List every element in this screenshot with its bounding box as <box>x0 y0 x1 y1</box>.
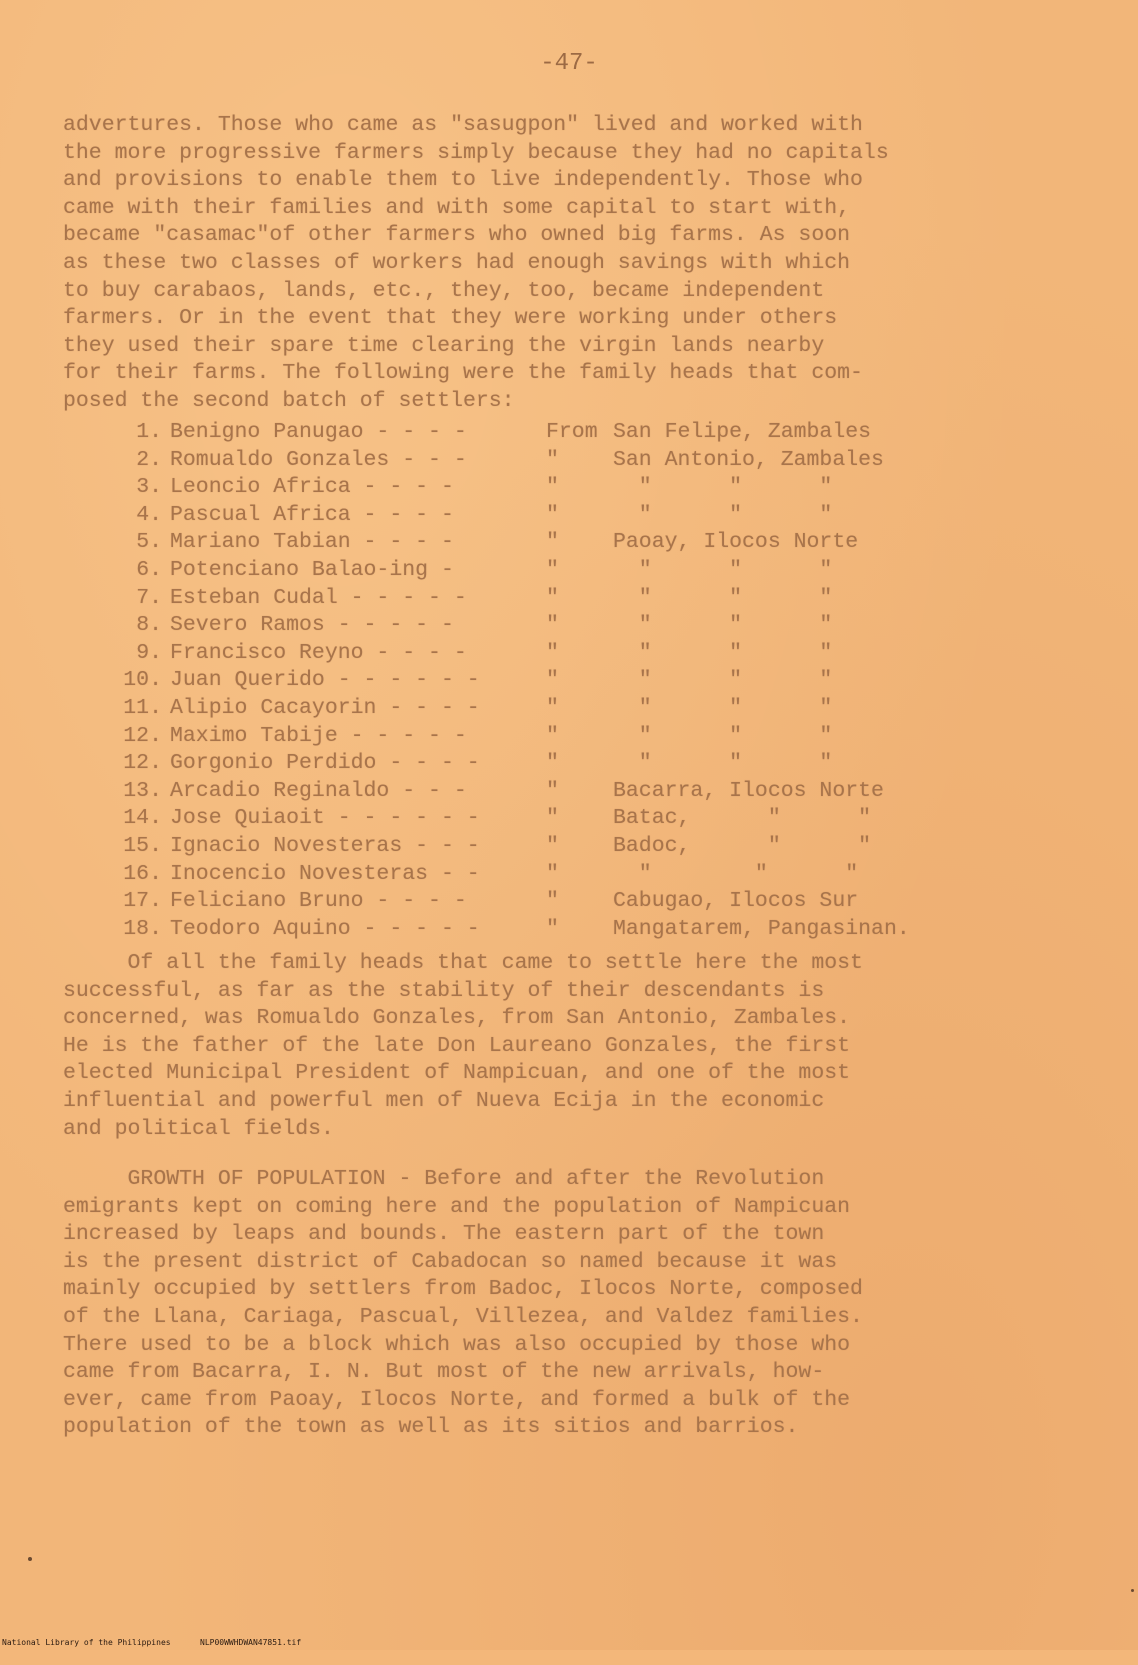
list-item <box>122 888 1022 916</box>
settler-name: Alipio Cacayorin - - - - <box>170 695 480 720</box>
list-item <box>122 502 1022 530</box>
settler-name: Pascual Africa - - - - <box>170 502 454 527</box>
text-line: Of all the family heads that came to settle here the most <box>63 951 863 975</box>
text-line: as these two classes of workers had enough savings with which <box>63 250 851 275</box>
settler-number: 12. <box>123 751 162 776</box>
text-line: concerned, was Romualdo Gonzales, from San Antonio, Zambales. <box>63 1006 851 1031</box>
settler-origin: " " " <box>613 668 833 693</box>
settler-name: Juan Querido - - - - - - <box>170 668 480 693</box>
settler-from: From <box>546 420 598 444</box>
list-item <box>122 474 1022 502</box>
settler-from: " <box>546 530 559 555</box>
text-line: came with their families and with some capital to start with, <box>63 195 851 220</box>
settler-from: " <box>546 723 559 748</box>
settler-name: Arcadio Reginaldo - - - <box>170 778 467 803</box>
settler-origin: Bacarra, Ilocos Norte <box>613 778 884 803</box>
settler-origin: San Antonio, Zambales <box>613 447 884 472</box>
text-line: to buy carabaos, lands, etc., they, too, became independent <box>63 278 825 303</box>
paper-speck <box>28 1557 32 1561</box>
settler-origin: " " " <box>613 502 833 527</box>
settler-from: " <box>546 778 559 803</box>
settler-origin: " " " <box>613 557 833 582</box>
settler-name: Severo Ramos - - - - - <box>170 613 454 638</box>
text-line: mainly occupied by settlers from Badoc, Ilocos Norte, composed <box>63 1277 863 1302</box>
text-line: they used their spare time clearing the virgin lands nearby <box>63 333 825 358</box>
settler-from: " <box>546 889 559 914</box>
settler-number: 7. <box>136 585 162 610</box>
paragraph-gonzales <box>63 950 863 1143</box>
settler-origin: " " " <box>613 723 833 748</box>
settler-number: 17. <box>123 889 162 914</box>
settler-from: " <box>546 640 559 665</box>
settler-from: " <box>546 557 559 582</box>
text-line: GROWTH OF POPULATION - Before and after the Revolution <box>63 1167 825 1191</box>
settler-number: 3. <box>136 475 162 500</box>
settler-number: 13. <box>123 778 162 803</box>
list-item <box>122 861 1022 889</box>
settler-name: Jose Quiaoit - - - - - - <box>170 806 480 831</box>
text-line: came from Bacarra, I. N. But most of the new arrivals, how- <box>63 1360 825 1385</box>
settler-number: 15. <box>123 833 162 858</box>
settler-number: 6. <box>136 557 162 582</box>
settler-number: 5. <box>136 530 162 555</box>
settler-from: " <box>546 916 559 941</box>
text-line: successful, as far as the stability of their descendants is <box>63 978 825 1003</box>
list-item <box>122 585 1022 613</box>
settler-origin: " " " <box>613 695 833 720</box>
settler-number: 10. <box>123 668 162 693</box>
settler-from: " <box>546 475 559 500</box>
settler-name: Feliciano Bruno - - - - <box>170 889 467 914</box>
settler-number: 1. <box>136 420 162 444</box>
settler-origin: " " " <box>613 861 859 886</box>
settler-origin: " " " <box>613 640 833 665</box>
settler-origin: Mangatarem, Pangasinan. <box>613 916 910 941</box>
list-item <box>122 778 1022 806</box>
settler-origin: Badoc, " " <box>613 833 872 858</box>
text-line: became "casamac"of other farmers who owned big farms. As soon <box>63 223 851 248</box>
settler-from: " <box>546 861 559 886</box>
text-line: influential and powerful men of Nueva Ecija in the economic <box>63 1088 825 1113</box>
settler-from: " <box>546 613 559 638</box>
text-line: He is the father of the late Don Laureano Gonzales, the first <box>63 1033 851 1058</box>
settler-from: " <box>546 502 559 527</box>
settler-number: 18. <box>123 916 162 941</box>
list-item <box>122 529 1022 557</box>
text-line: for their farms. The following were the family heads that com- <box>63 361 863 386</box>
settler-from: " <box>546 695 559 720</box>
list-item <box>122 447 1022 475</box>
text-line: the more progressive farmers simply because they had no capitals <box>63 140 889 165</box>
paragraph-settlers-intro <box>63 112 889 416</box>
settler-name: Benigno Panugao - - - - <box>170 420 467 444</box>
text-line: and provisions to enable them to live independently. Those who <box>63 168 863 193</box>
settler-number: 16. <box>123 861 162 886</box>
list-item <box>122 833 1022 861</box>
paragraph-growth-of-population <box>63 1166 863 1442</box>
settler-origin: San Felipe, Zambales <box>613 420 872 444</box>
settler-name: Ignacio Novesteras - - - <box>170 833 480 858</box>
settler-from: " <box>546 806 559 831</box>
settler-name: Esteban Cudal - - - - - <box>170 585 467 610</box>
page-number: -47- <box>540 50 598 77</box>
settler-from: " <box>546 751 559 776</box>
library-name: National Library of the Philippines <box>2 1638 171 1647</box>
settler-number: 12. <box>123 723 162 748</box>
list-item <box>122 667 1022 695</box>
settler-name: Maximo Tabije - - - - - <box>170 723 467 748</box>
text-line: advertures. Those who came as "sasugpon" lived and worked with <box>63 113 863 137</box>
settler-from: " <box>546 668 559 693</box>
settler-number: 11. <box>123 695 162 720</box>
file-name: NLP00WWHDWAN47851.tif <box>200 1638 302 1647</box>
archive-footer <box>0 1638 1138 1665</box>
list-item <box>122 805 1022 833</box>
settler-name: Gorgonio Perdido - - - - <box>170 751 480 776</box>
text-line: farmers. Or in the event that they were working under others <box>63 306 838 331</box>
list-item <box>122 419 1022 447</box>
settler-number: 14. <box>123 806 162 831</box>
list-item <box>122 916 1022 944</box>
settlers-list <box>122 419 1022 943</box>
text-line: population of the town as well as its sitios and barrios. <box>63 1415 799 1440</box>
text-line: emigrants kept on coming here and the population of Nampicuan <box>63 1194 851 1219</box>
settler-from: " <box>546 585 559 610</box>
settler-name: Teodoro Aquino - - - - - <box>170 916 480 941</box>
settler-name: Leoncio Africa - - - - <box>170 475 454 500</box>
list-item <box>122 695 1022 723</box>
settler-name: Inocencio Novesteras - - <box>170 861 480 886</box>
settler-origin: " " " <box>613 613 833 638</box>
list-item <box>122 612 1022 640</box>
text-line: of the Llana, Cariaga, Pascual, Villezea, and Valdez families. <box>63 1304 863 1329</box>
settler-origin: Cabugao, Ilocos Sur <box>613 889 859 914</box>
text-line: ever, came from Paoay, Ilocos Norte, and formed a bulk of the <box>63 1387 851 1412</box>
list-item <box>122 640 1022 668</box>
settler-name: Romualdo Gonzales - - - <box>170 447 467 472</box>
settler-from: " <box>546 447 559 472</box>
settler-number: 8. <box>136 613 162 638</box>
settler-number: 2. <box>136 447 162 472</box>
text-line: posed the second batch of settlers: <box>63 388 515 413</box>
settler-number: 4. <box>136 502 162 527</box>
settler-origin: " " " <box>613 475 833 500</box>
text-line: is the present district of Cabadocan so named because it was <box>63 1249 838 1274</box>
text-line: There used to be a block which was also occupied by those who <box>63 1332 851 1357</box>
settler-name: Potenciano Balao-ing - <box>170 557 454 582</box>
paper-speck <box>1131 1589 1134 1592</box>
text-line: increased by leaps and bounds. The eastern part of the town <box>63 1222 825 1247</box>
settler-origin: " " " <box>613 585 833 610</box>
settler-origin: " " " <box>613 751 833 776</box>
list-item <box>122 557 1022 585</box>
settler-origin: Paoay, Ilocos Norte <box>613 530 859 555</box>
list-item <box>122 723 1022 751</box>
settler-number: 9. <box>136 640 162 665</box>
text-line: and political fields. <box>63 1116 334 1141</box>
settler-name: Francisco Reyno - - - - <box>170 640 467 665</box>
text-line: elected Municipal President of Nampicuan, and one of the most <box>63 1061 851 1086</box>
list-item <box>122 750 1022 778</box>
settler-origin: Batac, " " <box>613 806 872 831</box>
settler-from: " <box>546 833 559 858</box>
settler-name: Mariano Tabian - - - - <box>170 530 454 555</box>
